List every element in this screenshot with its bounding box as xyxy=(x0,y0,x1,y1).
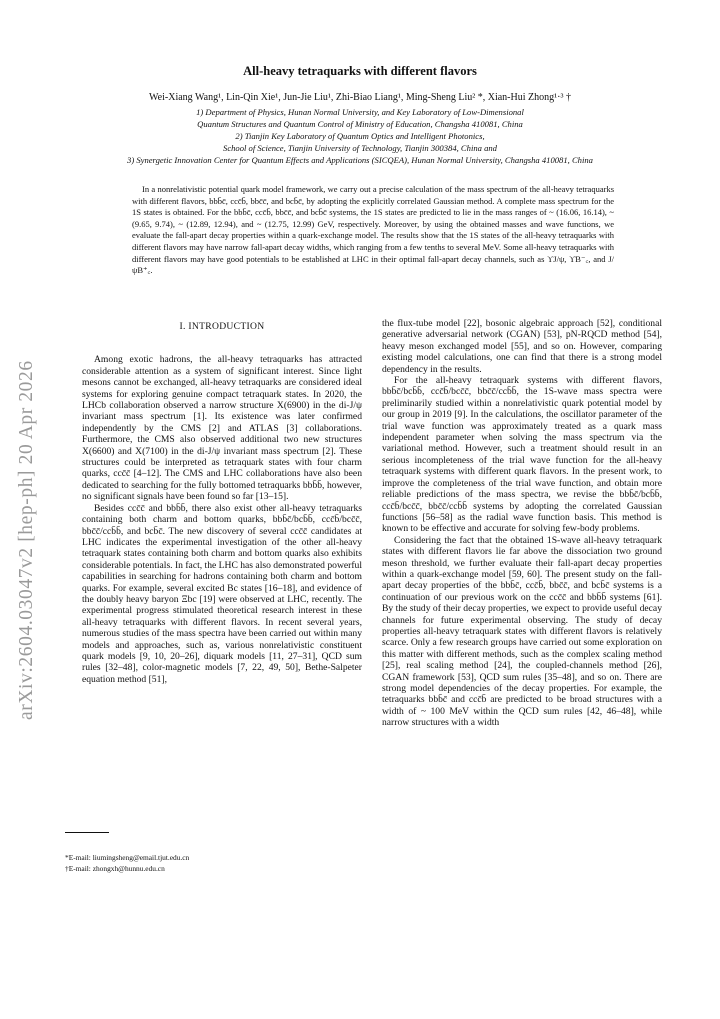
body-paragraph: For the all-heavy tetraquark systems with different flavors, bbb̄c̄/bcb̄b̄, ccc̄b̄/bcc̄c̄, bbc̄c̄/ccb̄b̄, the 1S-wave mass spectra were preliminarily studied within a nonrelativistic quark potential model by our group in 2019 [9]. In the calculations, the oscillator parameter of the trial wave function was approximately treated as a quark mass independent parameter when solving the mass spectrum via the variational method. However, such a treatment should result in an serious incompleteness of the trial wave function for the all-heavy tetraquark systems with different quark flavors. In the present work, to improve the completeness of the trial wave function, and obtain more reliable predictions of the mass spectra, we revise the bbb̄c̄/bcb̄b̄, ccc̄b̄/bcc̄c̄, bbc̄c̄/ccb̄b̄ systems by adopting the correlated Gaussian functions [56–58] as the radial wave function basis. This method is known to be effective and accurate for solving few-body problems. xyxy=(382,375,662,535)
affiliations xyxy=(30,106,690,166)
affiliation-line: School of Science, Tianjin University of Technology, Tianjin 300384, China and xyxy=(223,143,497,153)
section-heading: I. INTRODUCTION xyxy=(179,321,265,332)
footnote-email: *E-mail: liumingsheng@email.tjut.edu.cn xyxy=(65,853,190,862)
footnote-email: †E-mail: zhongxh@hunnu.edu.cn xyxy=(65,864,165,873)
affiliation-line: 2) Tianjin Key Laboratory of Quantum Optics and Intelligent Photonics, xyxy=(235,131,485,141)
author-list: Wei-Xiang Wang¹, Lin-Qin Xie¹, Jun-Jie Liu¹, Zhi-Biao Liang¹, Ming-Sheng Liu² *, Xian-Hui Zhong¹·³ † xyxy=(149,92,571,103)
body-paragraph: the flux-tube model [22], bosonic algebraic approach [52], conditional generative adversarial network (CGAN) [53], pN-RQCD method [54], heavy meson exchanged model [55], and so on. However, comparing existing model calculations, one can find that there is a strong model dependency in the results. xyxy=(382,318,662,375)
affiliation-line: Quantum Structures and Quantum Control of Ministry of Education, Changsha 410081, China xyxy=(197,119,523,129)
affiliation-line: 3) Synergetic Innovation Center for Quantum Effects and Applications (SICQEA), Hunan Normal University, Changsha 410081, China xyxy=(127,155,593,165)
abstract: In a nonrelativistic potential quark model framework, we carry out a precise calculation of the mass spectrum of the all-heavy tetraquarks with different flavors, bbb̄c̄, ccc̄b̄, bbc̄c̄, and bcb̄c̄, by adopting the explicitly correlated Gaussian method. A complete mass spectrum for the 1S states is obtained. For the bbb̄c̄, ccc̄b̄, bbc̄c̄, and bcb̄c̄ systems, the 1S states are predicted to lie in the mass ranges of ~ (16.06, 16.14), ~ (9.65, 9.74), ~ (12.89, 12.94), and ~ (12.75, 12.99) GeV, respectively. Moreover, by using the obtained masses and wave functions, we evaluate the fall-apart decay properties within a quark-exchange model. The results show that the 1S states of the all-heavy tetraquarks with different flavors may have narrow fall-apart decay widths, which ranging from a few tenths to several MeV. Some all-heavy tetraquarks with different flavors may have good potentials to be established at LHC in their optimal fall-apart decay channels, such as ϒJ/ψ, ϒB⁻꜀, and J/ψB⁺꜀. xyxy=(132,184,614,276)
arxiv-identifier-stamp: arXiv:2604.03047v2 [hep-ph] 20 Apr 2026 xyxy=(16,360,37,720)
left-column xyxy=(82,318,362,685)
body-paragraph: Among exotic hadrons, the all-heavy tetraquarks has attracted considerable attention as a system of significant interest. Since light mesons cannot be exchanged, all-heavy tetraquarks are considered ideal systems for exploring genuine compact tetraquark states. In 2020, the LHCb collaboration observed a narrow structure X(6900) in the di-J/ψ invariant mass spectrum [1]. Its existence was later confirmed independently by the CMS [2] and ATLAS [3] collaborations. Furthermore, the CMS also observed additional two new structures X(6600) and X(7100) in the di-J/ψ invariant mass spectrum [2]. These structures could be interpreted as tetraquark states with four charm quarks, ccc̄c̄ [4–12]. The CMS and LHC collaborations have also been dedicated to searching for the fully bottomed tetraquarks bbb̄b̄, however, no significant signals have been found so far [13–15]. xyxy=(82,354,362,503)
affiliation-line: 1) Department of Physics, Hunan Normal University, and Key Laboratory of Low-Dimensional xyxy=(196,107,524,117)
paper-title: All-heavy tetraquarks with different flavors xyxy=(243,64,477,78)
body-paragraph: Besides ccc̄c̄ and bbb̄b̄, there also exist other all-heavy tetraquarks containing both charm and bottom quarks, bbb̄c̄/bcb̄b̄, ccc̄b̄/bcc̄c̄, bbc̄c̄/ccb̄b̄, and bcb̄c̄. The new discovery of several ccc̄c̄ candidates at LHC indicates the experimental investigation of the other all-heavy tetraquark states containing both charm and bottom quarks also exhibits considerable potentials. In fact, the LHC has also demonstrated powerful capabilities in searching for hadrons containing both charm and bottom quarks. For example, several excited Bc states [16–18], and evidence of the doubly heavy baryon Ξbc [19] were observed at LHC, recently. The experimental progress stimulated theoretical research interest in these all-heavy tetraquarks with different flavors. In recent several years, numerous studies of the mass spectra have been carried out within many models and approaches, such as, various nonrelativistic constituent quark models [9, 10, 20–26], diquark models [11, 27–31], QCD sum rules [32–48], color-magnetic models [7, 22, 49, 50], Bethe-Salpeter equation method [51], xyxy=(82,502,362,685)
right-column xyxy=(382,318,662,729)
body-paragraph: Considering the fact that the obtained 1S-wave all-heavy tetraquark states with different flavors lie far above the dissociation two ground meson threshold, we further evaluate their fall-apart decay properties within a quark-exchange model [59, 60]. The present study on the fall-apart decay properties of the bbb̄c̄, ccc̄b̄, bbc̄c̄, and bcb̄c̄ systems is a continuation of our previous work on the ccc̄c̄ and bbb̄b̄ systems [61]. By the study of their decay properties, we expect to provide useful decay channels for future experimental observing. The study of decay properties all-heavy tetraquark states with different flavors is relatively scarce. Only a few research groups have carried out some exploration on this matter with different methods, such as the complex scaling method [25], real scaling method [24], the coupled-channels method [26], CGAN framework [53], QCD sum rules [35–48], and so on. There are strong model dependencies of the decay properties. For example, the tetraquarks bbb̄c̄ and ccc̄b̄ are predicted to be broad structures with a width of ~ 100 MeV within the QCD sum rules [42, 46–48], while narrow structures with a width xyxy=(382,534,662,729)
footnote-divider xyxy=(65,832,109,833)
footnotes xyxy=(65,852,189,874)
